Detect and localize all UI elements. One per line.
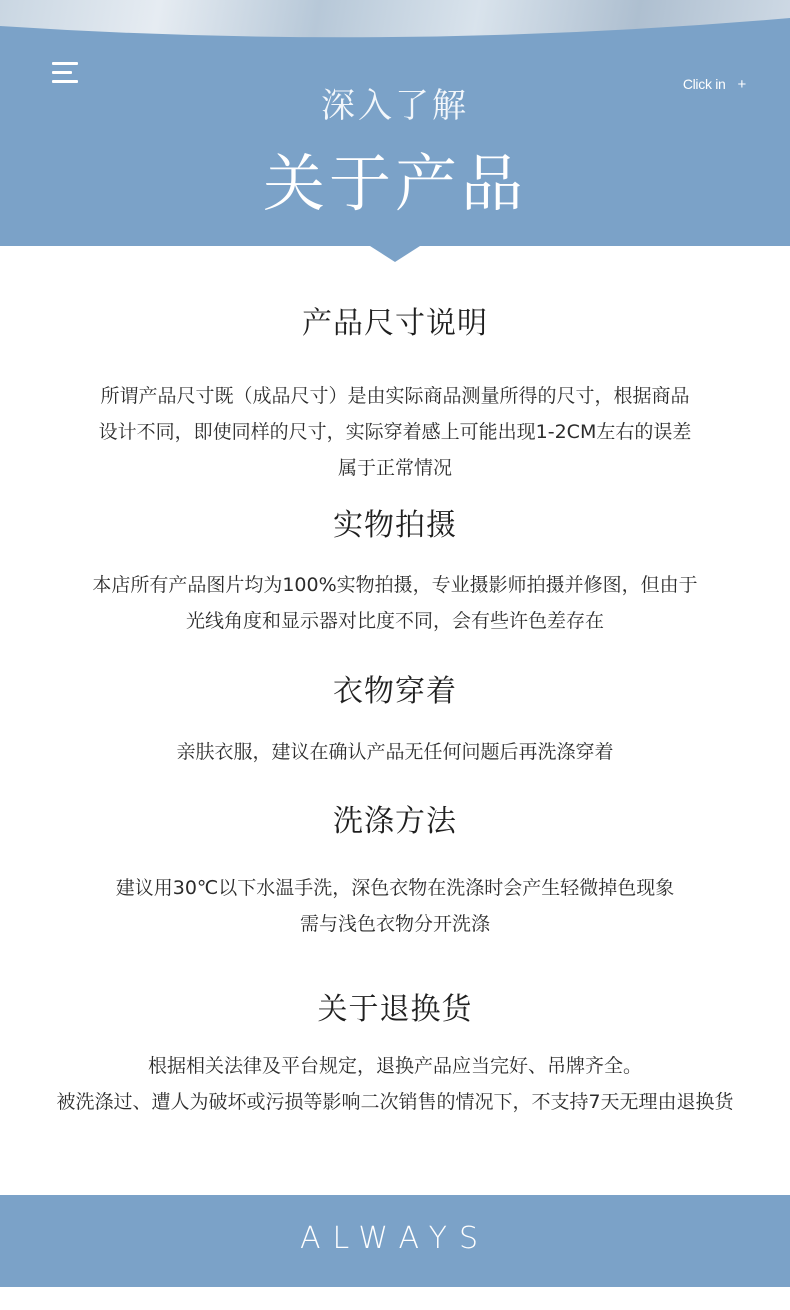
text-line: 本店所有产品图片均为100%实物拍摄，专业摄影师拍摄并修图，但由于 (92, 574, 698, 596)
section-heading: 实物拍摄 (333, 508, 457, 543)
brand-logo: ALWAYS (299, 1221, 491, 1256)
section-text (0, 870, 790, 942)
section-size-info (0, 298, 790, 486)
section-heading: 洗涤方法 (333, 804, 457, 839)
text-line: 亲肤衣服，建议在确认产品无任何问题后再洗涤穿着 (176, 741, 614, 763)
text-line: 需与浅色衣物分开洗涤 (299, 913, 490, 935)
text-line: 设计不同，即使同样的尺寸，实际穿着感上可能出现1-2CM左右的误差 (98, 421, 692, 443)
text-line: 光线角度和显示器对比度不同，会有些许色差存在 (185, 610, 604, 632)
header-subtitle: 深入了解 (321, 86, 469, 126)
text-line: 建议用30℃以下水温手洗，深色衣物在洗涤时会产生轻微掉色现象 (115, 877, 675, 899)
section-heading: 关于退换货 (317, 992, 473, 1027)
section-real-photo (0, 500, 790, 639)
text-line: 被洗涤过、遭人为破坏或污损等影响二次销售的情况下，不支持7天无理由退换货 (56, 1091, 734, 1113)
plus-icon: + (737, 76, 746, 93)
section-washing (0, 796, 790, 942)
text-line: 属于正常情况 (337, 457, 452, 479)
section-wearing (0, 666, 790, 770)
section-text (0, 567, 790, 639)
page-title: 关于产品 (262, 147, 527, 220)
section-heading: 产品尺寸说明 (302, 306, 488, 341)
section-heading: 衣物穿着 (333, 674, 457, 709)
text-line: 所谓产品尺寸既（成品尺寸）是由实际商品测量所得的尺寸，根据商品 (100, 385, 690, 407)
section-text (0, 734, 790, 770)
section-text (0, 378, 790, 486)
section-returns (0, 984, 790, 1120)
text-line: 根据相关法律及平台规定，退换产品应当完好、吊牌齐全。 (147, 1055, 642, 1077)
header-banner (0, 0, 790, 260)
footer-banner (0, 1195, 790, 1287)
click-in-label: Click in (682, 76, 726, 92)
section-text (0, 1048, 790, 1120)
